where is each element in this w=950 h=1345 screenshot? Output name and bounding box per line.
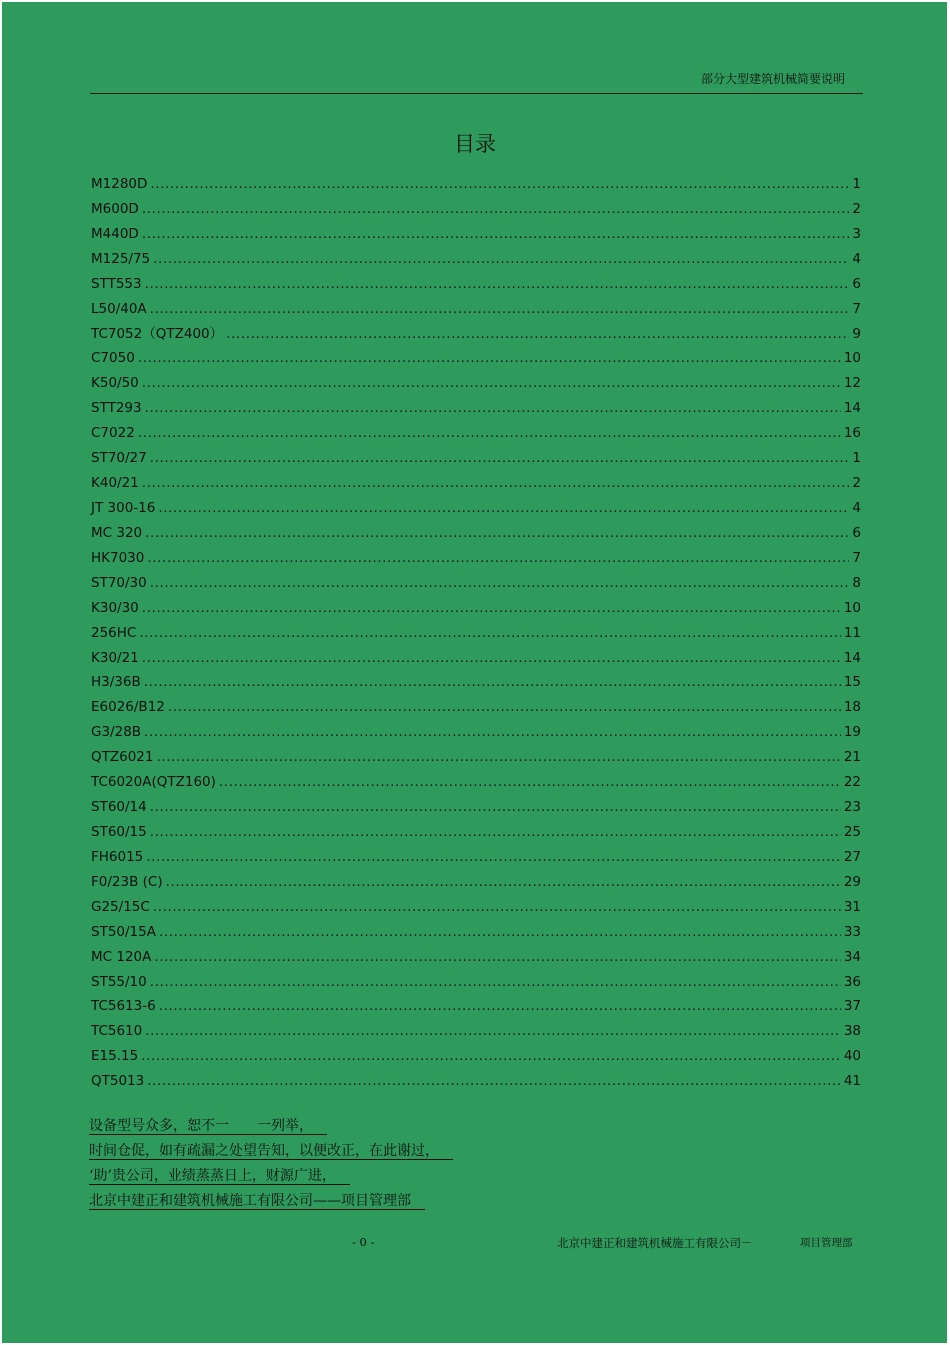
- toc-entry-page: 9: [852, 325, 861, 342]
- toc-dot-leader: [146, 845, 841, 870]
- toc-entry-page: 7: [852, 300, 861, 317]
- toc-entry-label: FH6015: [91, 848, 144, 865]
- toc-entry[interactable]: [91, 695, 861, 720]
- toc-entry[interactable]: [91, 521, 861, 546]
- toc-entry-page: 10: [843, 599, 861, 616]
- toc-entry[interactable]: [91, 621, 861, 646]
- toc-entry-page: 3: [852, 225, 861, 242]
- toc-entry-label: STT293: [91, 400, 142, 417]
- toc-entry-label: L50/40A: [91, 300, 147, 317]
- toc-entry-label: MC 320: [91, 524, 143, 541]
- toc-entry[interactable]: [91, 670, 861, 695]
- toc-entry[interactable]: [91, 297, 861, 322]
- toc-entry[interactable]: [91, 770, 861, 795]
- footnote-line: 时间仓促，如有疏漏之处望告知，以便改正，在此谢过，: [89, 1139, 453, 1164]
- toc-entry-page: 38: [843, 1023, 861, 1040]
- toc-entry[interactable]: [91, 322, 861, 347]
- toc-dot-leader: [156, 745, 840, 770]
- toc-entry-page: 14: [843, 400, 861, 417]
- toc-entry-page: 34: [843, 948, 861, 965]
- toc-dot-leader: [153, 895, 841, 920]
- toc-entry-label: HK7030: [91, 549, 145, 566]
- toc-entry-label: TC6020A(QTZ160): [91, 774, 216, 791]
- toc-entry-page: 10: [843, 350, 861, 367]
- toc-entry[interactable]: [91, 346, 861, 371]
- toc-entry-label: QT5013: [91, 1073, 145, 1090]
- toc-dot-leader: [219, 770, 841, 795]
- toc-dot-leader: [150, 297, 850, 322]
- toc-entry[interactable]: [91, 396, 861, 421]
- toc-entry[interactable]: [91, 970, 861, 995]
- toc-entry-label: F0/23B (C): [91, 873, 163, 890]
- toc-entry-page: 31: [843, 898, 861, 915]
- toc-entry-page: 18: [843, 699, 861, 716]
- toc-entry-page: 22: [843, 774, 861, 791]
- toc-entry[interactable]: [91, 272, 861, 297]
- toc-dot-leader: [153, 247, 849, 272]
- toc-entry-label: K30/21: [91, 649, 139, 666]
- toc-entry[interactable]: [91, 222, 861, 247]
- toc-dot-leader: [159, 920, 841, 945]
- toc-entry-page: 29: [843, 873, 861, 890]
- toc-dot-leader: [142, 596, 841, 621]
- toc-entry[interactable]: [91, 371, 861, 396]
- toc-entry-page: 4: [852, 499, 861, 516]
- toc-entry-page: 15: [843, 674, 861, 691]
- toc-entry[interactable]: [91, 247, 861, 272]
- toc-entry-page: 11: [843, 624, 861, 641]
- toc-entry-label: C7022: [91, 425, 135, 442]
- toc-entry[interactable]: [91, 571, 861, 596]
- toc-dot-leader: [150, 172, 849, 197]
- toc-entry[interactable]: [91, 895, 861, 920]
- toc-entry[interactable]: [91, 920, 861, 945]
- toc-dot-leader: [142, 371, 841, 396]
- footer-department: 项目管理部: [800, 1237, 853, 1249]
- toc-entry-label: ST55/10: [91, 973, 147, 990]
- document-page: [2, 2, 947, 1343]
- toc-dot-leader: [145, 521, 849, 546]
- toc-entry[interactable]: [91, 421, 861, 446]
- toc-entry-label: M600D: [91, 200, 139, 217]
- toc-entry-label: M125/75: [91, 250, 151, 267]
- toc-entry[interactable]: [91, 546, 861, 571]
- toc-entry[interactable]: [91, 994, 861, 1019]
- toc-entry-label: STT553: [91, 275, 142, 292]
- toc-entry[interactable]: [91, 1044, 861, 1069]
- toc-entry-label: G3/28B: [91, 724, 142, 741]
- toc-entry[interactable]: [91, 795, 861, 820]
- footnote-line: ‘助’贵公司，业绩蒸蒸日上，财源广进，: [89, 1164, 453, 1189]
- toc-dot-leader: [150, 970, 841, 995]
- toc-dot-leader: [145, 272, 850, 297]
- toc-dot-leader: [144, 720, 841, 745]
- toc-entry-page: 7: [852, 549, 861, 566]
- toc-entry-page: 6: [852, 275, 861, 292]
- toc-entry-page: 1: [852, 176, 861, 192]
- toc-dot-leader: [147, 1069, 841, 1094]
- toc-dot-leader: [150, 571, 850, 596]
- toc-entry-label: E6026/B12: [91, 699, 165, 716]
- page-number: - 0 -: [352, 1235, 375, 1249]
- toc-entry-label: ST50/15A: [91, 923, 156, 940]
- toc-dot-leader: [226, 322, 849, 347]
- toc-dot-leader: [168, 695, 841, 720]
- toc-entry-label: 256HC: [91, 624, 137, 641]
- toc-entry[interactable]: [91, 870, 861, 895]
- toc-entry[interactable]: [91, 596, 861, 621]
- toc-dot-leader: [138, 421, 841, 446]
- toc-dot-leader: [150, 446, 850, 471]
- toc-entry[interactable]: [91, 496, 861, 521]
- toc-dot-leader: [154, 945, 840, 970]
- toc-entry[interactable]: [91, 745, 861, 770]
- toc-entry-page: 37: [843, 998, 861, 1015]
- toc-dot-leader: [159, 994, 841, 1019]
- toc-entry-page: 19: [843, 724, 861, 741]
- toc-entry-page: 41: [843, 1073, 861, 1090]
- toc-entry-label: K40/21: [91, 475, 139, 492]
- toc-entry[interactable]: [91, 197, 861, 222]
- toc-entry[interactable]: [91, 845, 861, 870]
- toc-entry-label: M1280D: [91, 176, 148, 192]
- toc-entry-label: TC7052（QTZ400）: [91, 325, 224, 342]
- footnote-line: 北京中建正和建筑机械施工有限公司——项目管理部: [89, 1189, 453, 1214]
- toc-entry-page: 40: [843, 1048, 861, 1065]
- toc-dot-leader: [150, 795, 841, 820]
- toc-dot-leader: [158, 496, 849, 521]
- toc-entry-page: 14: [843, 649, 861, 666]
- toc-list: [91, 172, 861, 1094]
- toc-dot-leader: [142, 197, 850, 222]
- page-header: [90, 68, 863, 94]
- toc-entry-label: JT 300-16: [91, 499, 156, 516]
- toc-dot-leader: [138, 346, 841, 371]
- toc-dot-leader: [150, 820, 841, 845]
- toc-entry-page: 27: [843, 848, 861, 865]
- footer-company: 北京中建正和建筑机械施工有限公司－: [557, 1236, 753, 1250]
- toc-entry-label: ST60/14: [91, 799, 147, 816]
- toc-entry-page: 12: [843, 375, 861, 392]
- toc-entry-page: 23: [843, 799, 861, 816]
- toc-entry-label: TC5610: [91, 1023, 143, 1040]
- footnote-line: 设备型号众多，恕不一 一列举，: [89, 1114, 453, 1139]
- toc-entry-page: 8: [852, 574, 861, 591]
- toc-entry[interactable]: [91, 1019, 861, 1044]
- toc-dot-leader: [141, 1044, 841, 1069]
- toc-dot-leader: [139, 621, 840, 646]
- toc-entry-page: 36: [843, 973, 861, 990]
- toc-entry-label: ST70/30: [91, 574, 147, 591]
- toc-entry-page: 16: [843, 425, 861, 442]
- toc-entry-page: 1: [852, 450, 861, 467]
- toc-entry-label: E15.15: [91, 1048, 139, 1065]
- toc-entry-page: 33: [843, 923, 861, 940]
- toc-entry-page: 25: [843, 823, 861, 840]
- toc-entry-label: QTZ6021: [91, 749, 154, 766]
- toc-entry-label: ST60/15: [91, 823, 147, 840]
- footnote: [89, 1114, 453, 1214]
- toc-entry-label: M440D: [91, 225, 139, 242]
- toc-dot-leader: [142, 222, 850, 247]
- toc-entry[interactable]: [91, 446, 861, 471]
- toc-dot-leader: [145, 1019, 841, 1044]
- toc-entry[interactable]: [91, 471, 861, 496]
- toc-entry-label: K30/30: [91, 599, 139, 616]
- toc-entry[interactable]: [91, 172, 861, 197]
- page-footer: [0, 1235, 950, 1255]
- toc-dot-leader: [147, 546, 849, 571]
- toc-entry[interactable]: [91, 945, 861, 970]
- toc-dot-leader: [144, 670, 841, 695]
- toc-entry[interactable]: [91, 720, 861, 745]
- toc-entry-label: MC 120A: [91, 948, 152, 965]
- toc-entry-label: C7050: [91, 350, 135, 367]
- toc-dot-leader: [142, 646, 841, 671]
- toc-entry-label: ST70/27: [91, 450, 147, 467]
- toc-entry-page: 6: [852, 524, 861, 541]
- toc-entry-label: H3/36B: [91, 674, 141, 691]
- toc-dot-leader: [145, 396, 841, 421]
- toc-dot-leader: [142, 471, 850, 496]
- toc-entry-label: G25/15C: [91, 898, 150, 915]
- toc-entry-page: 2: [852, 475, 861, 492]
- toc-entry[interactable]: [91, 646, 861, 671]
- toc-entry-label: K50/50: [91, 375, 139, 392]
- toc-title: 目录: [454, 132, 496, 156]
- toc-entry-page: 2: [852, 200, 861, 217]
- toc-dot-leader: [166, 870, 841, 895]
- toc-entry-label: TC5613-6: [91, 998, 156, 1015]
- toc-entry[interactable]: [91, 1069, 861, 1094]
- toc-entry-page: 21: [843, 749, 861, 766]
- header-title: 部分大型建筑机械简要说明: [700, 72, 845, 86]
- toc-entry-page: 4: [852, 250, 861, 267]
- toc-entry[interactable]: [91, 820, 861, 845]
